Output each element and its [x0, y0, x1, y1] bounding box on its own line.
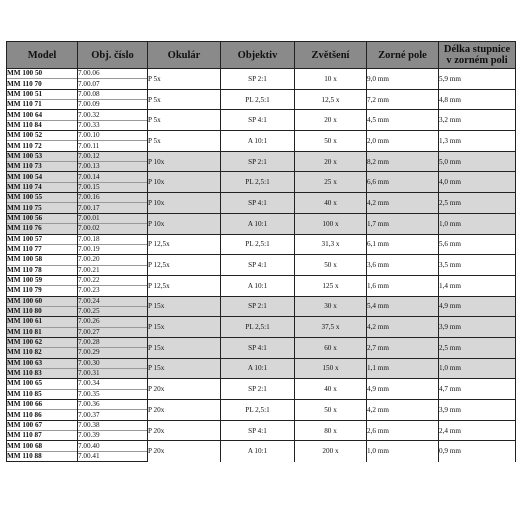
- model-cell: MM 110 88: [7, 451, 78, 461]
- okular-cell: P 5x: [148, 110, 221, 131]
- okular-cell: P 15x: [148, 296, 221, 317]
- zorne-pole-cell: 4,2 mm: [367, 317, 439, 338]
- delka-stupnice-cell: 5,0 mm: [439, 151, 516, 172]
- delka-stupnice-cell: 1,4 mm: [439, 275, 516, 296]
- obj-cislo-cell: 7.00.41: [78, 451, 148, 461]
- objektiv-cell: SP 4:1: [221, 193, 295, 214]
- zorne-pole-cell: 2,0 mm: [367, 131, 439, 152]
- table-row: [7, 131, 516, 141]
- model-cell: MM 100 51: [7, 89, 78, 99]
- objektiv-cell: PL 2,5:1: [221, 400, 295, 421]
- model-cell: MM 110 72: [7, 141, 78, 151]
- delka-stupnice-cell: 3,5 mm: [439, 255, 516, 276]
- objektiv-cell: PL 2,5:1: [221, 89, 295, 110]
- obj-cislo-cell: 7.00.12: [78, 151, 148, 161]
- table-row: [7, 358, 516, 368]
- zorne-pole-cell: 4,2 mm: [367, 400, 439, 421]
- table-row: [7, 151, 516, 161]
- zorne-pole-cell: 3,6 mm: [367, 255, 439, 276]
- model-cell: MM 100 61: [7, 317, 78, 327]
- zorne-pole-cell: 6,1 mm: [367, 234, 439, 255]
- zorne-pole-cell: 4,2 mm: [367, 193, 439, 214]
- okular-cell: P 20x: [148, 400, 221, 421]
- header-delka-stupnice: Délka stupnice v zorném poli: [439, 42, 516, 69]
- delka-stupnice-cell: 4,9 mm: [439, 296, 516, 317]
- zvetseni-cell: 50 x: [295, 131, 367, 152]
- zvetseni-cell: 125 x: [295, 275, 367, 296]
- model-cell: MM 100 59: [7, 275, 78, 285]
- header-okular: Okulár: [148, 42, 221, 69]
- okular-cell: P 20x: [148, 441, 221, 462]
- model-cell: MM 110 87: [7, 431, 78, 441]
- table-row: [7, 400, 516, 410]
- model-cell: MM 110 86: [7, 410, 78, 420]
- model-cell: MM 110 70: [7, 79, 78, 89]
- zorne-pole-cell: 9,0 mm: [367, 69, 439, 90]
- obj-cislo-cell: 7.00.32: [78, 110, 148, 120]
- zorne-pole-cell: 1,1 mm: [367, 358, 439, 379]
- zorne-pole-cell: 8,2 mm: [367, 151, 439, 172]
- obj-cislo-cell: 7.00.28: [78, 337, 148, 347]
- objektiv-cell: A 10:1: [221, 275, 295, 296]
- obj-cislo-cell: 7.00.16: [78, 193, 148, 203]
- obj-cislo-cell: 7.00.27: [78, 327, 148, 337]
- table-row: [7, 110, 516, 120]
- obj-cislo-cell: 7.00.17: [78, 203, 148, 213]
- obj-cislo-cell: 7.00.34: [78, 379, 148, 389]
- obj-cislo-cell: 7.00.23: [78, 286, 148, 296]
- model-cell: MM 110 81: [7, 327, 78, 337]
- obj-cislo-cell: 7.00.19: [78, 244, 148, 254]
- objektiv-cell: PL 2,5:1: [221, 234, 295, 255]
- obj-cislo-cell: 7.00.21: [78, 265, 148, 275]
- okular-cell: P 12,5x: [148, 255, 221, 276]
- obj-cislo-cell: 7.00.08: [78, 89, 148, 99]
- table-row: [7, 275, 516, 285]
- delka-stupnice-cell: 1,0 mm: [439, 358, 516, 379]
- objektiv-cell: SP 2:1: [221, 69, 295, 90]
- delka-stupnice-cell: 5,6 mm: [439, 234, 516, 255]
- okular-cell: P 15x: [148, 337, 221, 358]
- objektiv-cell: SP 4:1: [221, 420, 295, 441]
- obj-cislo-cell: 7.00.24: [78, 296, 148, 306]
- model-cell: MM 110 78: [7, 265, 78, 275]
- zvetseni-cell: 40 x: [295, 379, 367, 400]
- zorne-pole-cell: 1,7 mm: [367, 213, 439, 234]
- objektiv-cell: SP 4:1: [221, 255, 295, 276]
- delka-stupnice-cell: 2,5 mm: [439, 337, 516, 358]
- zvetseni-cell: 25 x: [295, 172, 367, 193]
- table-row: [7, 420, 516, 430]
- obj-cislo-cell: 7.00.29: [78, 348, 148, 358]
- objektiv-cell: A 10:1: [221, 213, 295, 234]
- obj-cislo-cell: 7.00.20: [78, 255, 148, 265]
- obj-cislo-cell: 7.00.10: [78, 131, 148, 141]
- model-cell: MM 110 77: [7, 244, 78, 254]
- objektiv-cell: SP 2:1: [221, 296, 295, 317]
- obj-cislo-cell: 7.00.13: [78, 162, 148, 172]
- zvetseni-cell: 31,3 x: [295, 234, 367, 255]
- table-row: [7, 193, 516, 203]
- okular-cell: P 20x: [148, 379, 221, 400]
- delka-stupnice-cell: 3,9 mm: [439, 317, 516, 338]
- zorne-pole-cell: 5,4 mm: [367, 296, 439, 317]
- objektiv-cell: SP 2:1: [221, 379, 295, 400]
- model-cell: MM 100 68: [7, 441, 78, 451]
- delka-stupnice-cell: 3,9 mm: [439, 400, 516, 421]
- header-model: Model: [7, 42, 78, 69]
- obj-cislo-cell: 7.00.07: [78, 79, 148, 89]
- okular-cell: P 20x: [148, 420, 221, 441]
- model-cell: MM 100 57: [7, 234, 78, 244]
- obj-cislo-cell: 7.00.06: [78, 69, 148, 79]
- zorne-pole-cell: 7,2 mm: [367, 89, 439, 110]
- table-row: [7, 317, 516, 327]
- table-row: [7, 337, 516, 347]
- obj-cislo-cell: 7.00.39: [78, 431, 148, 441]
- zorne-pole-cell: 6,6 mm: [367, 172, 439, 193]
- objektiv-cell: A 10:1: [221, 358, 295, 379]
- zorne-pole-cell: 4,9 mm: [367, 379, 439, 400]
- model-cell: MM 100 58: [7, 255, 78, 265]
- zorne-pole-cell: 1,6 mm: [367, 275, 439, 296]
- model-cell: MM 100 67: [7, 420, 78, 430]
- okular-cell: P 10x: [148, 172, 221, 193]
- zvetseni-cell: 150 x: [295, 358, 367, 379]
- okular-cell: P 5x: [148, 89, 221, 110]
- model-cell: MM 110 73: [7, 162, 78, 172]
- obj-cislo-cell: 7.00.31: [78, 368, 148, 378]
- table-body: [7, 69, 516, 462]
- table-row: [7, 213, 516, 223]
- obj-cislo-cell: 7.00.38: [78, 420, 148, 430]
- okular-cell: P 15x: [148, 317, 221, 338]
- model-cell: MM 100 63: [7, 358, 78, 368]
- delka-stupnice-cell: 4,0 mm: [439, 172, 516, 193]
- zvetseni-cell: 50 x: [295, 400, 367, 421]
- header-zorne-pole: Zorné pole: [367, 42, 439, 69]
- zvetseni-cell: 50 x: [295, 255, 367, 276]
- zvetseni-cell: 100 x: [295, 213, 367, 234]
- objektiv-cell: A 10:1: [221, 441, 295, 462]
- zvetseni-cell: 37,5 x: [295, 317, 367, 338]
- okular-cell: P 10x: [148, 151, 221, 172]
- okular-cell: P 12,5x: [148, 275, 221, 296]
- delka-stupnice-cell: 2,5 mm: [439, 193, 516, 214]
- zvetseni-cell: 10 x: [295, 69, 367, 90]
- model-cell: MM 100 64: [7, 110, 78, 120]
- table-row: [7, 296, 516, 306]
- obj-cislo-cell: 7.00.18: [78, 234, 148, 244]
- obj-cislo-cell: 7.00.36: [78, 400, 148, 410]
- obj-cislo-cell: 7.00.11: [78, 141, 148, 151]
- objektiv-cell: SP 4:1: [221, 337, 295, 358]
- zvetseni-cell: 80 x: [295, 420, 367, 441]
- model-cell: MM 110 85: [7, 389, 78, 399]
- obj-cislo-cell: 7.00.25: [78, 306, 148, 316]
- delka-stupnice-cell: 3,2 mm: [439, 110, 516, 131]
- zorne-pole-cell: 1,0 mm: [367, 441, 439, 462]
- okular-cell: P 15x: [148, 358, 221, 379]
- header-row: [7, 42, 516, 69]
- okular-cell: P 5x: [148, 131, 221, 152]
- table-row: [7, 89, 516, 99]
- model-cell: MM 110 76: [7, 224, 78, 234]
- obj-cislo-cell: 7.00.14: [78, 172, 148, 182]
- delka-stupnice-cell: 2,4 mm: [439, 420, 516, 441]
- delka-stupnice-cell: 1,0 mm: [439, 213, 516, 234]
- obj-cislo-cell: 7.00.40: [78, 441, 148, 451]
- zvetseni-cell: 40 x: [295, 193, 367, 214]
- obj-cislo-cell: 7.00.35: [78, 389, 148, 399]
- obj-cislo-cell: 7.00.09: [78, 100, 148, 110]
- zorne-pole-cell: 2,6 mm: [367, 420, 439, 441]
- objektiv-cell: PL 2,5:1: [221, 317, 295, 338]
- model-cell: MM 110 82: [7, 348, 78, 358]
- zorne-pole-cell: 4,5 mm: [367, 110, 439, 131]
- zvetseni-cell: 20 x: [295, 151, 367, 172]
- model-cell: MM 110 83: [7, 368, 78, 378]
- model-cell: MM 110 75: [7, 203, 78, 213]
- okular-cell: P 5x: [148, 69, 221, 90]
- model-cell: MM 100 53: [7, 151, 78, 161]
- table-row: [7, 379, 516, 389]
- header-obj-cislo: Obj. číslo: [78, 42, 148, 69]
- zvetseni-cell: 60 x: [295, 337, 367, 358]
- zvetseni-cell: 12,5 x: [295, 89, 367, 110]
- model-cell: MM 100 50: [7, 69, 78, 79]
- header-objektiv: Objektiv: [221, 42, 295, 69]
- model-cell: MM 100 54: [7, 172, 78, 182]
- model-cell: MM 100 56: [7, 213, 78, 223]
- model-cell: MM 100 66: [7, 400, 78, 410]
- model-cell: MM 110 84: [7, 120, 78, 130]
- zvetseni-cell: 200 x: [295, 441, 367, 462]
- obj-cislo-cell: 7.00.22: [78, 275, 148, 285]
- spec-table-container: [6, 41, 515, 462]
- table-row: [7, 172, 516, 182]
- obj-cislo-cell: 7.00.01: [78, 213, 148, 223]
- objektiv-cell: A 10:1: [221, 131, 295, 152]
- okular-cell: P 10x: [148, 213, 221, 234]
- delka-stupnice-cell: 4,8 mm: [439, 89, 516, 110]
- model-cell: MM 110 74: [7, 182, 78, 192]
- model-cell: MM 100 65: [7, 379, 78, 389]
- model-cell: MM 100 55: [7, 193, 78, 203]
- obj-cislo-cell: 7.00.30: [78, 358, 148, 368]
- model-cell: MM 110 80: [7, 306, 78, 316]
- obj-cislo-cell: 7.00.02: [78, 224, 148, 234]
- delka-stupnice-cell: 0,9 mm: [439, 441, 516, 462]
- okular-cell: P 10x: [148, 193, 221, 214]
- model-cell: MM 110 79: [7, 286, 78, 296]
- model-cell: MM 100 52: [7, 131, 78, 141]
- zvetseni-cell: 30 x: [295, 296, 367, 317]
- objektiv-cell: SP 2:1: [221, 151, 295, 172]
- objektiv-cell: SP 4:1: [221, 110, 295, 131]
- delka-stupnice-cell: 4,7 mm: [439, 379, 516, 400]
- zvetseni-cell: 20 x: [295, 110, 367, 131]
- delka-stupnice-cell: 5,9 mm: [439, 69, 516, 90]
- delka-stupnice-cell: 1,3 mm: [439, 131, 516, 152]
- model-cell: MM 100 60: [7, 296, 78, 306]
- header-zvetseni: Zvětšení: [295, 42, 367, 69]
- obj-cislo-cell: 7.00.33: [78, 120, 148, 130]
- okular-cell: P 12,5x: [148, 234, 221, 255]
- zorne-pole-cell: 2,7 mm: [367, 337, 439, 358]
- obj-cislo-cell: 7.00.37: [78, 410, 148, 420]
- table-row: [7, 255, 516, 265]
- obj-cislo-cell: 7.00.26: [78, 317, 148, 327]
- model-cell: MM 110 71: [7, 100, 78, 110]
- model-cell: MM 100 62: [7, 337, 78, 347]
- objektiv-cell: PL 2,5:1: [221, 172, 295, 193]
- microscope-spec-table: [6, 41, 516, 462]
- table-row: [7, 441, 516, 451]
- table-row: [7, 69, 516, 79]
- table-row: [7, 234, 516, 244]
- obj-cislo-cell: 7.00.15: [78, 182, 148, 192]
